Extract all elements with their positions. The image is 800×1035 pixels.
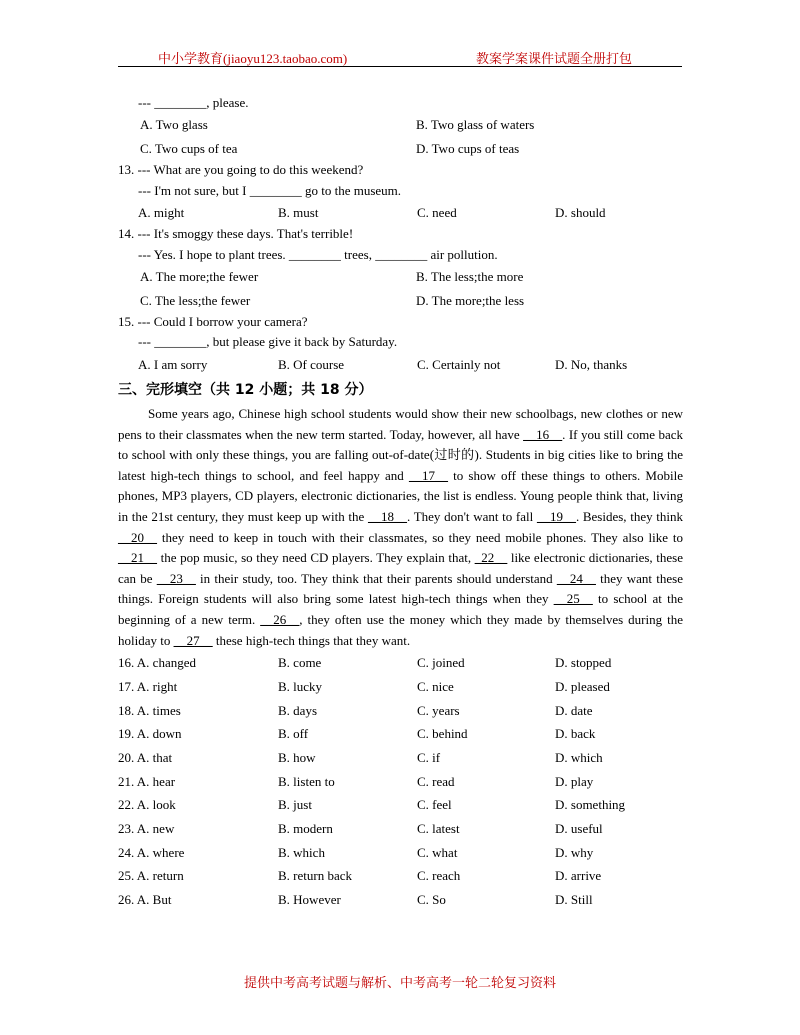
page-footer: 提供中考高考试题与解析、中考高考一轮二轮复习资料 [243,976,556,991]
blank-21: __21__ [118,550,157,566]
q15-options [118,353,683,376]
option-22-a: 22. A. look [118,797,176,813]
blank-27: __27__ [173,632,213,648]
option-18-a: 18. A. times [118,702,181,718]
option-25-b: B. return back [278,868,353,884]
options-row-24 [118,841,683,865]
q14-options-row1 [118,265,683,288]
q13-option-c: C. need [417,204,457,220]
blank-22: _22__ [474,550,508,566]
option-20-b: B. how [278,749,316,765]
passage-text: . They don't want to fall [407,509,537,525]
option-25-a: 25. A. return [118,868,184,884]
option-16-a: 16. A. changed [118,655,196,671]
q12-option-c: C. Two cups of tea [140,140,238,156]
blank-17: __17__ [408,467,448,483]
option-25-d: D. arrive [555,868,602,884]
option-20-c: C. if [417,749,441,765]
option-22-b: B. just [278,797,312,813]
q12-options-row2 [118,137,683,160]
options-row-20 [118,746,683,770]
section-title: 三、完形填空（共 12 小题；共 18 分） [118,382,373,399]
option-17-b: B. lucky [278,678,323,694]
q13-option-a: A. might [138,204,185,220]
passage-paragraph [118,404,683,651]
q14-option-b: B. The less;the more [416,269,524,285]
options-row-17 [118,675,683,699]
option-26-a: 26. A. But [118,892,172,908]
blank-24: __24__ [556,570,596,586]
blank-26: __26__ [260,612,300,628]
q13-options [118,201,683,224]
passage-text: . Besides, they think [575,509,684,525]
passage-text: to show off these things to others. Mobile phones, MP3 players, CD players, electronic dictionaries, the list is endless. Young people think that, living in the 21st century, they must keep up with the [118,467,683,525]
q14-options-row2 [118,289,683,312]
option-16-b: B. come [278,655,322,671]
q12-option-d: D. Two cups of teas [416,140,520,156]
option-19-c: C. behind [417,726,468,742]
passage-text: they want these things. Foreign students will also bring some latest high-tech things when they [118,570,684,607]
q14-option-d: D. The more;the less [416,292,525,308]
option-20-a: 20. A. that [118,749,173,765]
q12-option-a: A. Two glass [140,117,208,133]
page-header [118,48,682,67]
blank-16: __16__ [523,426,563,442]
q12-options-row1 [118,113,683,136]
option-23-c: C. latest [417,821,460,837]
q15-option-b: B. Of course [278,356,345,372]
options-row-21 [118,770,683,794]
q14-line2: --- Yes. I hope to plant trees. ________ trees, ________ air pollution. [138,246,498,262]
option-21-d: D. play [555,773,594,789]
cloze-options [118,651,683,912]
passage-text: , they often use the money which they made by themselves during the holiday to [118,612,683,648]
option-21-c: C. read [417,773,455,789]
passage-text: they need to keep in touch with their classmates, so they need mobile phones. They also like to [157,529,683,545]
passage-text: like electronic dictionaries, these can be [118,550,683,586]
option-26-d: D. Still [555,892,593,908]
option-23-b: B. modern [278,821,333,837]
option-24-d: D. why [555,844,594,860]
q14-option-a: A. The more;the fewer [140,269,259,285]
q12-line: --- ________, please. [138,95,249,110]
document-body [118,93,683,912]
header-right-text: 教案学案课件试题全册打包 [476,51,633,66]
q15-option-d: D. No, thanks [555,356,628,372]
options-row-22 [118,793,683,817]
option-24-a: 24. A. where [118,844,185,860]
option-22-c: C. feel [417,797,452,813]
option-19-a: 19. A. down [118,726,182,742]
options-row-23 [118,817,683,841]
options-row-18 [118,699,683,723]
option-19-d: D. back [555,726,596,742]
blank-25: __25__ [553,591,593,607]
passage-text: Some years ago, Chinese high school students would show their new schoolbags, new clothes or new pens to their classmates when the new term started. Today, however, all have [118,406,683,442]
option-24-c: C. what [417,844,458,860]
option-19-b: B. off [278,726,309,742]
passage-text: to school at the beginning of a new term. [118,591,683,628]
option-17-c: C. nice [417,678,454,694]
option-18-b: B. days [278,702,317,718]
option-21-a: 21. A. hear [118,773,176,789]
blank-18: __18__ [368,509,407,525]
options-row-25 [118,864,683,888]
option-25-c: C. reach [417,868,461,884]
q13-option-d: D. should [555,204,606,220]
option-17-d: D. pleased [555,678,610,694]
options-row-16 [118,651,683,675]
q13-line1: 13. --- What are you going to do this weekend? [118,162,364,178]
option-26-b: B. However [278,892,341,908]
options-row-26 [118,888,683,912]
option-20-d: D. which [555,749,603,765]
option-18-c: C. years [417,702,460,718]
option-22-d: D. something [555,797,626,813]
q15-line1: 15. --- Could I borrow your camera? [118,313,308,329]
q15-option-a: A. I am sorry [138,356,208,372]
passage-text: . If you still come back to school with only these things, you are falling out-of-date(过时的). Students in big cities like to bring the latest high-tech things to school, and feel happy and [118,426,683,483]
q13-option-b: B. must [278,204,319,220]
header-left-text: 中小学教育(jiaoyu123.taobao.com) [158,51,348,66]
cloze-passage [118,404,683,651]
options-row-19 [118,722,683,746]
passage-text: the pop music, so they need CD players. They explain that, [157,550,475,566]
option-23-a: 23. A. new [118,821,175,837]
option-26-c: C. So [417,892,446,908]
q15-option-c: C. Certainly not [417,356,501,372]
q12-option-b: B. Two glass of waters [416,117,535,133]
option-21-b: B. listen to [278,773,335,789]
option-23-d: D. useful [555,821,603,837]
option-17-a: 17. A. right [118,678,178,694]
q14-option-c: C. The less;the fewer [140,292,251,308]
q15-line2: --- ________, but please give it back by Saturday. [138,334,398,350]
q14-line1: 14. --- It's smoggy these days. That's terrible! [118,226,354,242]
q13-line2: --- I'm not sure, but I ________ go to the museum. [138,182,402,198]
blank-19: __19__ [536,509,576,525]
option-18-d: D. date [555,702,593,718]
option-24-b: B. which [278,844,325,860]
passage-text: in their study, too. They think that their parents should understand [195,570,557,586]
option-16-d: D. stopped [555,655,612,671]
option-16-c: C. joined [417,655,465,671]
blank-20: __20__ [118,529,157,545]
passage-text: these high-tech things that they want. [212,632,411,648]
blank-23: __23__ [156,570,196,586]
